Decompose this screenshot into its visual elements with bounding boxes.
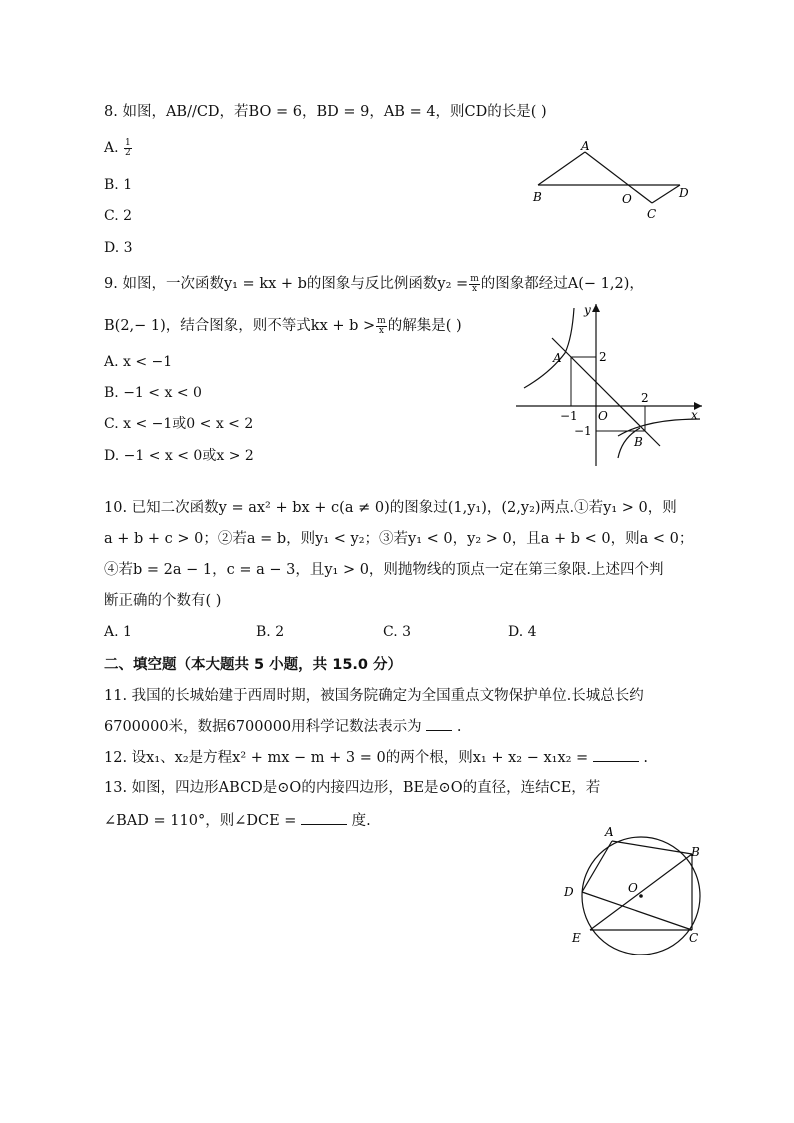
q10-line1: 10. 已知二次函数y = ax² + bx + c(a ≠ 0)的图象过(1,y₁)，(2,y₂)两点.①若y₁ > 0，则 xyxy=(104,500,677,516)
q9-option-d[interactable]: D. −1 < x < 0或x > 2 xyxy=(104,448,254,464)
label-a: A xyxy=(605,825,614,839)
q9-option-a[interactable]: A. x < −1 xyxy=(104,354,173,370)
q13-line2: ∠BAD = 110°，则∠DCE = 度. xyxy=(104,810,371,831)
label-o: O xyxy=(628,881,638,895)
label-o: O xyxy=(598,409,608,423)
label-neg1y: −1 xyxy=(574,424,592,438)
label-2x: 2 xyxy=(641,391,649,405)
q9-figure xyxy=(510,298,710,470)
q10-option-b[interactable]: B. 2 xyxy=(256,624,285,640)
q10-line3: ④若b = 2a − 1，c = a − 3，且y₁ > 0，则抛物线的顶点一定在第三象限.上述四个判 xyxy=(104,562,664,578)
label-c: C xyxy=(647,207,657,221)
label-b: B xyxy=(634,435,643,449)
fraction: $\frac{1}{2}$ xyxy=(125,137,131,158)
q10-option-c[interactable]: C. 3 xyxy=(383,624,412,640)
fraction: $\frac{m}{x}$ xyxy=(470,273,479,294)
q8-figure xyxy=(525,135,705,225)
q8-option-d[interactable]: D. 3 xyxy=(104,240,133,256)
fraction: $\frac{m}{x}$ xyxy=(377,315,386,336)
label-c: C xyxy=(689,931,699,945)
q12-text: 12. 设x₁、x₂是方程x² + mx − m + 3 = 0的两个根，则x₁ + x₂ − x₁x₂ = . xyxy=(104,747,648,768)
label-neg1x: −1 xyxy=(560,409,578,423)
q9-option-b[interactable]: B. −1 < x < 0 xyxy=(104,385,202,401)
q8-option-a[interactable] xyxy=(104,138,133,158)
answer-blank[interactable] xyxy=(593,747,639,762)
q10-option-a[interactable]: A. 1 xyxy=(104,624,132,640)
label-a: A xyxy=(553,351,562,365)
label-y: y xyxy=(584,303,591,317)
answer-blank[interactable] xyxy=(426,716,452,731)
label-d: D xyxy=(564,885,574,899)
q13-figure xyxy=(555,820,715,955)
q9-option-c[interactable]: C. x < −1或0 < x < 2 xyxy=(104,416,254,432)
section-heading: 二、填空题（本大题共 5 小题，共 15.0 分） xyxy=(104,657,403,673)
q11-line1: 11. 我国的长城始建于西周时期，被国务院确定为全国重点文物保护单位.长城总长约 xyxy=(104,688,644,704)
q10-line4: 断正确的个数有( ) xyxy=(104,593,222,609)
label-x: x xyxy=(691,408,698,422)
label-d: D xyxy=(679,186,689,200)
q13-line1: 13. 如图，四边形ABCD是⊙O的内接四边形，BE是⊙O的直径，连结CE，若 xyxy=(104,780,601,796)
q10-option-d[interactable]: D. 4 xyxy=(508,624,537,640)
label-b: B xyxy=(533,190,542,204)
q8-option-b[interactable]: B. 1 xyxy=(104,177,133,193)
q9-line2: B(2,− 1)，结合图象，则不等式kx + b > $\frac{m}{x}$ 的解集是( ) xyxy=(104,315,462,336)
q8-option-c[interactable]: C. 2 xyxy=(104,208,133,224)
label-2y: 2 xyxy=(599,350,607,364)
label-a: A xyxy=(581,139,590,153)
label-e: E xyxy=(572,931,581,945)
label-o: O xyxy=(622,192,632,206)
q9-line1: 9. 如图，一次函数y₁ = kx + b的图象与反比例函数y₂ = $\frac{m}{x}$ 的图象都经过A(− 1,2)， xyxy=(104,273,644,294)
q8-text: 8. 如图，AB//CD，若BO = 6，BD = 9，AB = 4，则CD的长是( ) xyxy=(104,104,547,120)
answer-blank[interactable] xyxy=(301,810,347,825)
label-b: B xyxy=(691,845,700,859)
q10-line2: a + b + c > 0；②若a = b，则y₁ < y₂；③若y₁ < 0，y₂ > 0，且a + b < 0，则a < 0； xyxy=(104,531,694,547)
q11-line2: 6700000米，数据6700000用科学记数法表示为 . xyxy=(104,716,461,737)
option-label: A. xyxy=(104,140,119,156)
